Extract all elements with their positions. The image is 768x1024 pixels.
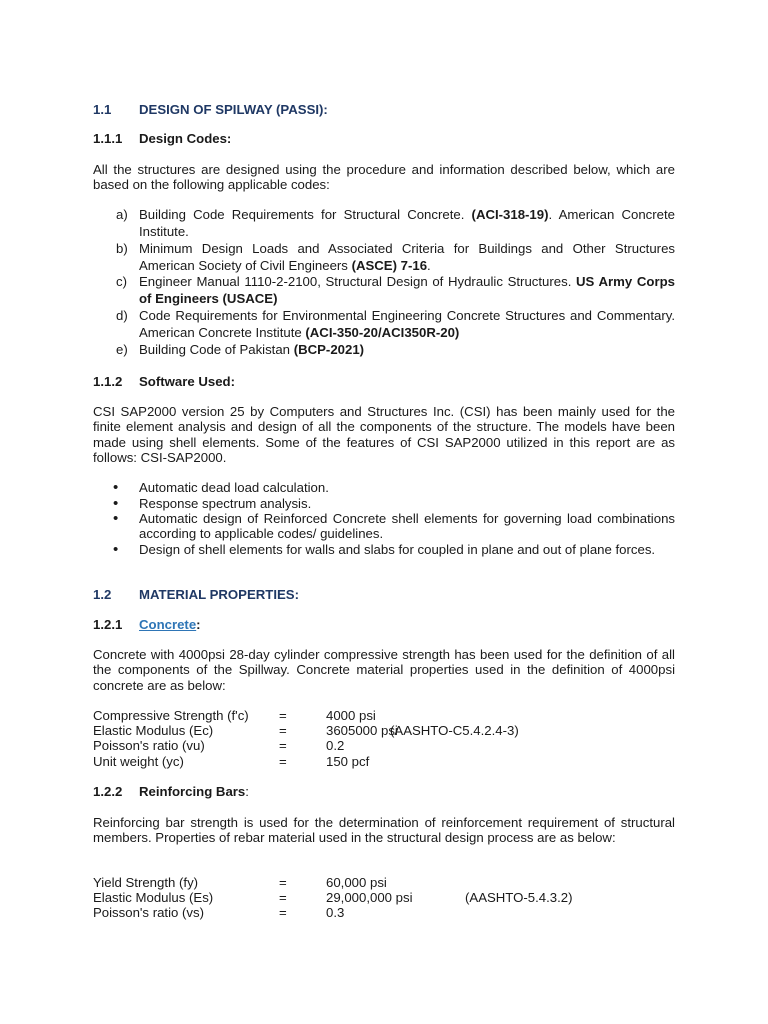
code-reference: (BCP-2021) <box>293 342 365 357</box>
heading-1-2-1 <box>93 617 675 632</box>
heading-number: 1.2.2 <box>93 784 123 799</box>
heading-number: 1.1.2 <box>93 374 123 389</box>
bullet-text: Design of shell elements for walls and slabs for coupled in plane and out of plane forces. <box>139 542 656 557</box>
prop-label: Elastic Modulus (Es) <box>93 890 214 905</box>
prop-label: Compressive Strength (f'c) <box>93 708 249 723</box>
concrete-prop-row <box>93 738 675 754</box>
code-reference: US Army Corps of Engineers (USACE) <box>139 274 675 306</box>
prop-label: Unit weight (yc) <box>93 754 184 769</box>
bullet-text: Response spectrum analysis. <box>139 496 312 511</box>
code-text: Code Requirements for Environmental Engineering Concrete Structures and Commentary. American Concrete Institute <box>139 308 675 340</box>
prop-value: 29,000,000 psi <box>326 890 413 905</box>
code-text: Building Code of Pakistan <box>139 342 294 357</box>
bullet-text: Automatic design of Reinforced Concrete shell elements for governing load combinations according to applicable codes/ guidelines. <box>139 511 675 542</box>
prop-value: 0.2 <box>326 738 345 753</box>
software-intro: CSI SAP2000 version 25 by Computers and Structures Inc. (CSI) has been mainly used for the finite element analysis and design of all the components of the structure. The models have been made using shell elements. Some of the features of CSI SAP2000 utilized in this report are as follows: CSI-SAP2000. <box>93 404 675 466</box>
list-marker: a) <box>116 207 128 222</box>
bullet-icon: • <box>113 495 119 512</box>
heading-1-1 <box>93 102 675 117</box>
list-marker: d) <box>116 308 128 323</box>
code-reference: (ASCE) 7-16 <box>351 257 428 273</box>
prop-label: Poisson's ratio (vu) <box>93 738 205 753</box>
heading-title: Design Codes: <box>139 131 232 146</box>
heading-title: Reinforcing Bars <box>139 784 246 799</box>
design-codes-intro: All the structures are designed using the procedure and information described below, which are based on the following applicable codes: <box>93 162 675 193</box>
heading-number: 1.1 <box>93 102 112 117</box>
rebar-prop-row <box>93 875 675 891</box>
prop-equals: = <box>279 905 287 920</box>
heading-title: Software Used: <box>139 374 235 389</box>
prop-value: 150 pcf <box>326 754 370 769</box>
code-tail: . American Concrete Institute. <box>139 207 675 239</box>
heading-colon: : <box>196 617 201 632</box>
prop-value: 3605000 psi <box>326 723 398 738</box>
prop-equals: = <box>279 708 287 723</box>
heading-number: 1.2 <box>93 587 112 602</box>
heading-colon: : <box>245 784 249 799</box>
concrete-prop-row <box>93 723 675 739</box>
code-text: Minimum Design Loads and Associated Criteria for Buildings and Other Structures American Society of Civil Engineers <box>139 241 675 273</box>
prop-equals: = <box>279 890 287 905</box>
heading-1-1-1 <box>93 131 675 146</box>
list-marker: e) <box>116 342 128 357</box>
list-marker: c) <box>116 274 127 289</box>
prop-label: Yield Strength (fy) <box>93 875 199 890</box>
bullet-text: Automatic dead load calculation. <box>139 480 329 495</box>
prop-value: 0.3 <box>326 905 345 920</box>
code-reference: (ACI-318-19) <box>471 207 549 222</box>
code-reference: (ACI-350-20/ACI350R-20) <box>305 324 460 340</box>
concrete-prop-row <box>93 708 675 724</box>
concrete-prop-row <box>93 754 675 770</box>
prop-value: 60,000 psi <box>326 875 387 890</box>
heading-number: 1.1.1 <box>93 131 123 146</box>
heading-number: 1.2.1 <box>93 617 123 632</box>
prop-reference: (AASHTO-C5.4.2.4-3) <box>390 723 519 738</box>
concrete-link[interactable]: Concrete <box>139 617 197 632</box>
code-text: Engineer Manual 1110-2-2100, Structural Design of Hydraulic Structures. <box>139 274 577 289</box>
bullet-icon: • <box>113 510 119 527</box>
rebar-prop-row <box>93 890 675 906</box>
list-marker: b) <box>116 241 128 256</box>
prop-equals: = <box>279 754 287 769</box>
code-text: Building Code Requirements for Structural Concrete. <box>139 207 472 222</box>
bullet-icon: • <box>113 479 119 496</box>
prop-equals: = <box>279 875 287 890</box>
prop-label: Elastic Modulus (Ec) <box>93 723 214 738</box>
prop-equals: = <box>279 738 287 753</box>
heading-title: MATERIAL PROPERTIES: <box>139 587 299 602</box>
heading-1-2 <box>93 587 675 602</box>
prop-label: Poisson's ratio (vs) <box>93 905 204 920</box>
prop-value: 4000 psi <box>326 708 376 723</box>
concrete-intro: Concrete with 4000psi 28-day cylinder compressive strength has been used for the definition of all the components of the Spillway. Concrete material properties used in the definition of 4000psi concrete are as below: <box>93 647 675 693</box>
heading-title: DESIGN OF SPILWAY (PASSI): <box>139 102 328 117</box>
heading-1-2-2 <box>93 784 675 799</box>
heading-1-1-2 <box>93 374 675 389</box>
rebar-intro: Reinforcing bar strength is used for the determination of reinforcement requirement of structural members. Properties of rebar material used in the structural design process are as below: <box>93 815 675 846</box>
code-tail: . <box>427 257 431 273</box>
prop-reference: (AASHTO-5.4.3.2) <box>465 890 573 905</box>
rebar-prop-row <box>93 905 675 921</box>
bullet-icon: • <box>113 541 119 558</box>
prop-equals: = <box>279 723 287 738</box>
